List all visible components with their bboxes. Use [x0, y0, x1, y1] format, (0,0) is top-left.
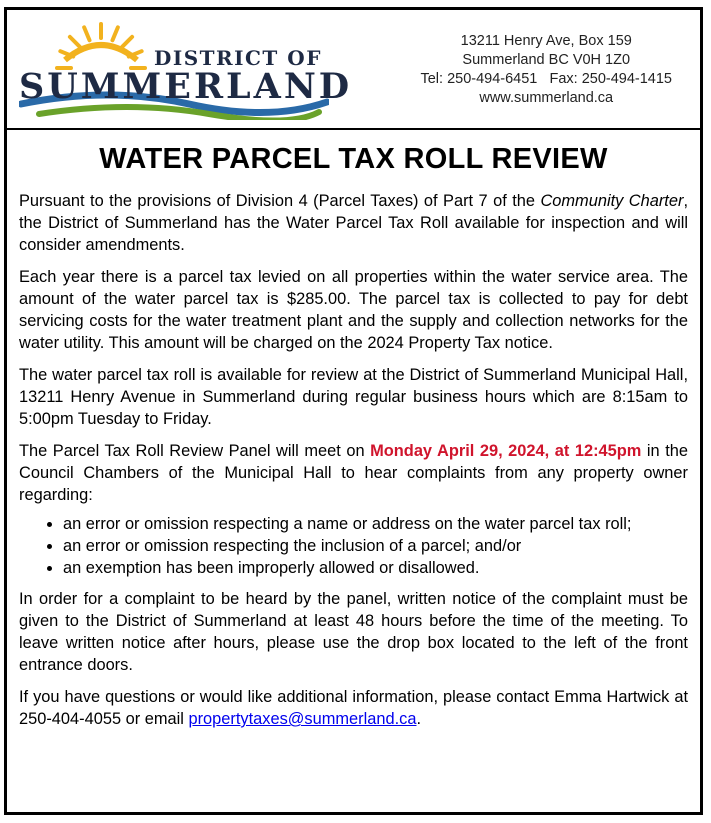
website: www.summerland.ca: [479, 90, 614, 106]
paragraph-4: [19, 440, 688, 506]
community-charter-title: Community Charter: [540, 192, 684, 210]
district-logo: [19, 16, 353, 120]
sun-ray: [112, 27, 117, 40]
paragraph-1: [19, 190, 688, 256]
notice-header: [7, 10, 700, 130]
list-item: • an error or omission respecting a name or address on the water parcel tax roll;: [63, 513, 688, 535]
notice-frame: [4, 7, 703, 815]
sun-ray: [84, 27, 89, 40]
p6-text-a: If you have questions or would like additional information, please contact Emma Hartwick at 250-404-4055 or email: [19, 688, 688, 728]
p6-text-b: .: [416, 710, 422, 728]
notice-body: [19, 190, 688, 740]
paragraph-3: The water parcel tax roll is available for review at the District of Summerland Municipal Hall, 13211 Henry Avenue in Summerland during regular business hours which are 8:15am to 5:00pm Tuesday to Friday.: [19, 366, 688, 428]
address-line-2: Summerland BC V0H 1Z0: [462, 52, 631, 68]
p1-text-b: , the District of Summerland has the Water Parcel Tax Roll available for inspection and will consider amendments.: [19, 192, 688, 254]
complaint-list: [19, 513, 688, 579]
paragraph-5: In order for a complaint to be heard by the panel, written notice of the complaint must be given to the District of Summerland at least 48 hours before the time of the meeting. To leave written notice after hours, please use the drop box located to the left of the front entrance doors.: [19, 590, 688, 674]
p4-text-a: The Parcel Tax Roll Review Panel will meet on: [19, 442, 371, 460]
paragraph-2: Each year there is a parcel tax levied on all properties within the water service area. The amount of the water parcel tax is $285.00. The parcel tax is collected to pay for debt servicing costs for the water treatment plant and the supply and collection networks for the water utility. This amount will be charged on the 2024 Property Tax notice.: [19, 268, 688, 352]
contact-block: [420, 32, 672, 108]
p4-text-b: in the Council Chambers of the Municipal Hall to hear complaints from any property owner regarding:: [19, 442, 688, 504]
list-item: • an exemption has been improperly allowed or disallowed.: [63, 557, 688, 579]
logo-district-of: DISTRICT OF: [154, 46, 322, 70]
email-link[interactable]: propertytaxes@summerland.ca: [188, 710, 417, 728]
phone-fax: Tel: 250-494-6451 Fax: 250-494-1415: [420, 71, 672, 87]
paragraph-6: [19, 686, 688, 730]
list-item: • an error or omission respecting the inclusion of a parcel; and/or: [63, 535, 688, 557]
p1-text-a: Pursuant to the provisions of Division 4 (Parcel Taxes) of Part 7 of the: [19, 192, 541, 210]
meeting-date: Monday April 29, 2024, at 12:45pm: [370, 442, 642, 460]
logo-summerland: SUMMERLAND: [19, 66, 353, 107]
address-line-1: 13211 Henry Ave, Box 159: [460, 33, 632, 49]
sun-ray: [70, 37, 80, 47]
notice-title: WATER PARCEL TAX ROLL REVIEW: [99, 143, 608, 175]
sun-ray: [122, 37, 132, 47]
